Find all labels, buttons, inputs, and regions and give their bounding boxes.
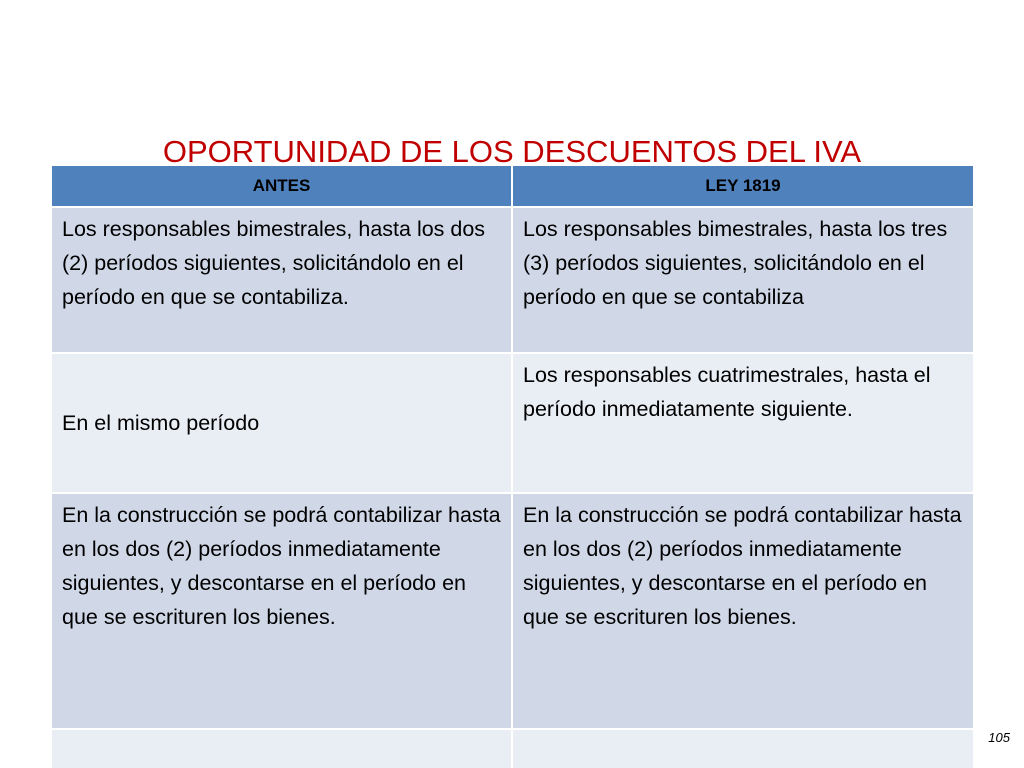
slide-title: OPORTUNIDAD DE LOS DESCUENTOS DEL IVA [162,134,862,169]
cell-ley-1819 [512,729,974,768]
column-header-ley-1819: LEY 1819 [512,165,974,207]
table-row [51,207,974,353]
column-header-antes: ANTES [51,165,512,207]
table-row [51,729,974,768]
cell-ley-1819: En la construcción se podrá contabilizar hasta en los dos (2) períodos inmediatamente siguientes, y descontarse en el período en que se escrituren los bienes. [512,493,974,729]
table-row [51,493,974,729]
cell-antes [51,729,512,768]
cell-antes: En el mismo período [51,353,512,493]
table-header-row [51,165,974,207]
comparison-table [50,164,975,768]
cell-ley-1819: Los responsables cuatrimestrales, hasta el período inmediatamente siguiente. [512,353,974,493]
page-number: 105 [988,730,1010,745]
table-row [51,353,974,493]
cell-antes: Los responsables bimestrales, hasta los dos (2) períodos siguientes, solicitándolo en el período en que se contabiliza. [51,207,512,353]
cell-ley-1819: Los responsables bimestrales, hasta los tres (3) períodos siguientes, solicitándolo en el período en que se contabiliza [512,207,974,353]
cell-antes: En la construcción se podrá contabilizar hasta en los dos (2) períodos inmediatamente siguientes, y descontarse en el período en que se escrituren los bienes. [51,493,512,729]
